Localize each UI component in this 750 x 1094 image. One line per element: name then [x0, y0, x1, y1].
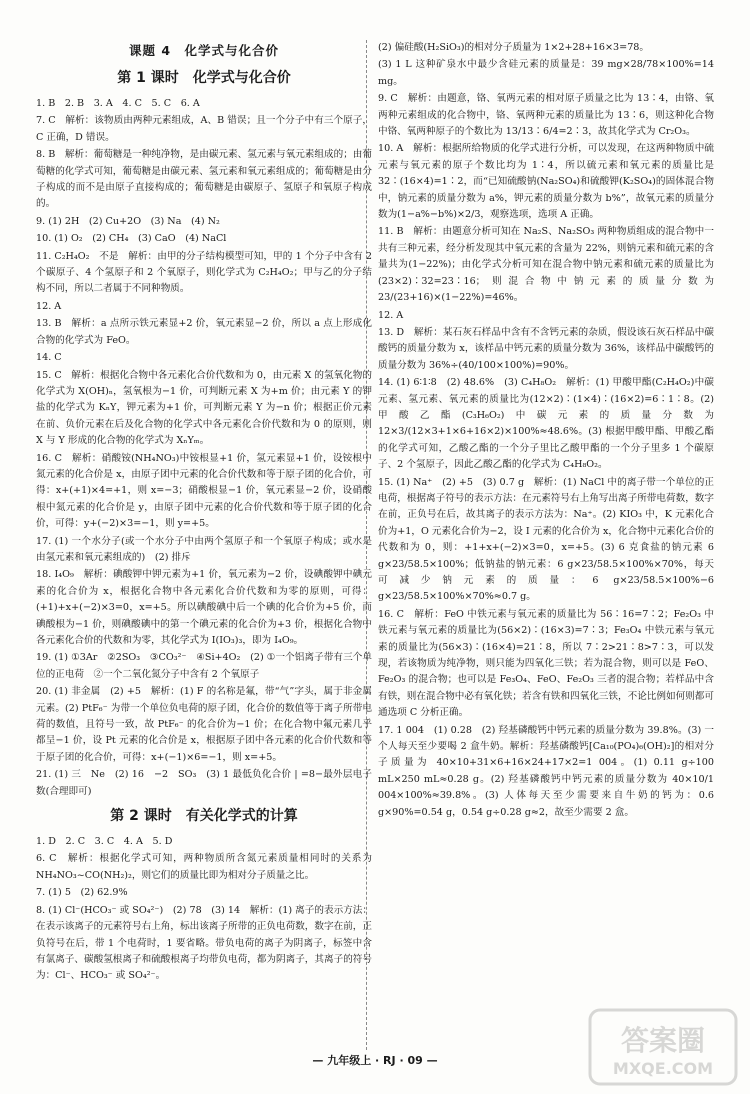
- answer-item: 8. B 解析：葡萄糖是一种纯净物，是由碳元素、氢元素与氧元素组成的；由葡萄糖的化学式可知，葡萄糖是由碳元素、氢元素和氧元素组成的；葡萄糖是由分子构成的而不是由原子直接构成的；葡萄糖是由碳原子、氢原子和氧原子构成的。: [36, 149, 372, 210]
- answer-item: 20. (1) 非金属 (2) +5 解析：(1) F 的名称是氟，带“气”字头，属于非金属元素。(2) PtF₆⁻ 为带一个单位负电荷的原子团，化合价的数值等于离子所带电荷的数值，且符号一致，故 PtF₆⁻ 的化合价为−1 价；在化合物中氟元素几乎都呈−1 价，设 Pt 元素的化合价是 x，根据原子团中各元素的化合价代数和等于原子团的化合价，可得：x+(−1)×6=−1，则 x=+5。: [36, 686, 372, 763]
- answer-item: 7. (1) 5 (2) 62.9%: [36, 887, 128, 899]
- answer-item: 19. (1) ①3Ar ②2SO₃ ③CO₃²⁻ ④Si+4O₂ (2) ①一个铝离子带有三个单位的正电荷 ②一个二氧化氮分子中含有 2 个氧原子: [36, 652, 372, 680]
- lesson1-answers: [36, 96, 372, 800]
- answer-item: 9. (1) 2H (2) Cu+2O (3) Na (4) N₂: [36, 215, 220, 227]
- answer-item: 18. I₄O₉ 解析：碘酸钾中钾元素为+1 价，氧元素为−2 价，设碘酸钾中碘元素的化合价为 x，根据化合物中各元素化合价代数和为零的原则，可得：(+1)+x+(−2)×3=0，x=+5。所以碘酸碘中后一个碘的化合价为+5 价，而碘酸根为−1 价，则碘酸碘中的第一个碘元素的化合价为+3 价，根据化合物中各元素化合价的代数和为零，其化学式为 I(IO₃)₃，即为 I₄O₉。: [36, 569, 372, 646]
- answer-item: (3) 1 L 这种矿泉水中最少含硅元素的质量是：39 mg×28/78×100%=14 mg。: [378, 59, 714, 87]
- answer-item: 6. C 解析：根据化学式可知，两种物质所含氮元素质量相同时的关系为 NH₄NO₃~CO(NH₂)₂，则它们的质量比即为相对分子质量之比。: [36, 853, 372, 881]
- lesson2-title: 第 2 课时 有关化学式的计算: [110, 808, 298, 825]
- answer-item: 7. C 解析：该物质由两种元素组成，A、B 错误；且一个分子中有三个原子，C 正确，D 错误。: [36, 115, 372, 143]
- svg-text:MXQE.COM: MXQE.COM: [612, 1059, 714, 1078]
- topic-title: 课题 4 化学式与化合价: [128, 43, 280, 58]
- answer-item: 21. (1) 三 Ne (2) 16 −2 SO₃ (3) 1 最低负化合价 | =8−最外层电子数(合理即可): [36, 769, 372, 797]
- answer-item: 14. (1) 6∶1∶8 (2) 48.6% (3) C₄H₈O₂ 解析：(1) 甲酸甲酯(C₂H₄O₂)中碳元素、氢元素、氧元素的质量比为(12×2)∶(1×4)∶(16×2)=6∶1∶8。(2) 甲酸乙酯(C₃H₆O₂)中碳元素的质量分数为 12×3/(12×3+1×6+16×2)×100%≈48.6%。(3) 根据甲酸甲酯、甲酸乙酯的化学式可知，乙酸乙酯的一个分子里比乙酸甲酯的一个分子里多 1 个碳原子、2 个氢原子，因此乙酸乙酯的化学式为 C₄H₈O₂。: [378, 377, 714, 471]
- answer-item: 10. (1) O₂ (2) CH₄ (3) CaO (4) NaCl: [36, 233, 227, 245]
- answer-item: (2) 偏硅酸(H₂SiO₃)的相对分子质量为 1×2+28+16×3=78。: [378, 42, 649, 53]
- watermark-logo: [588, 1008, 738, 1086]
- answer-item: 9. C 解析：由题意，铬、氧两元素的相对原子质量之比为 13∶4，由铬、氧两种元素组成的化合物中，铬、氧两种元素的质量比为 13∶6，则这种化合物中铬、氧两种原子的个数比为 13/13∶6/4=2∶3，故其化学式为 Cr₂O₃。: [378, 93, 714, 138]
- page-footer: — 九年级上 · RJ · 09 —: [312, 1054, 438, 1067]
- svg-text:答案圈: 答案圈: [620, 1024, 706, 1057]
- left-column: [36, 40, 372, 986]
- answer-item: 16. C 解析：硝酸铵(NH₄NO₃)中铵根显+1 价，氢元素显+1 价，设铵根中氮元素的化合价是 x，由原子团中元素的化合价代数和等于原子团的化合价，可得：x+(+1)×4=+1，则 x=−3；硝酸根显−1 价，氧元素显−2 价，设硝酸根中氮元素的化合价是 y，由原子团中元素的化合价代数和等于原子团的化合价，可得：y+(−2)×3=−1，则 y=+5。: [36, 452, 372, 530]
- answer-item: 1. B 2. B 3. A 4. C 5. C 6. A: [36, 98, 200, 109]
- answer-item: 12. A: [36, 300, 62, 312]
- answer-item: 12. A: [378, 309, 404, 321]
- answer-item: 8. (1) Cl⁻(HCO₃⁻ 或 SO₄²⁻) (2) 78 (3) 14 解析：(1) 离子的表示方法：在表示该离子的元素符号右上角，标出该离子所带的正负电荷数，数字在前，正负符号在后，带 1 个电荷时，1 要省略。带负电荷的离子为阴离子，标签中含有氯离子、碳酸氢根离子和硫酸根离子均带负电荷，都为阴离子，其离子的符号为：Cl⁻、HCO₃⁻ 或 SO₄²⁻。: [36, 904, 372, 982]
- answer-item: 14. C: [36, 352, 62, 364]
- answer-item: 15. C 解析：根据化合物中各元素化合价代数和为 0，由元素 X 的氢氧化物的化学式为 X(OH)ₙ，氢氧根为−1 价，可判断元素 X 为+m 价；由元素 Y 的钾盐的化学式为 KₙY，钾元素为+1 价，可判断元素 Y 为−n 价；根据正价元素在前、负价元素在后及化合物的化学式中各元素化合价代数和为 0 的原则，则 X 与 Y 形成的化合物的化学式为 XₙYₘ。: [36, 369, 372, 447]
- answer-item: 11. C₂H₄O₂ 不是 解析：由甲的分子结构模型可知，甲的 1 个分子中含有 2 个碳原子、4 个氢原子和 2 个氧原子，则化学式为 C₂H₄O₂；甲与乙的分子结构不同，所以二者属于不同种物质。: [36, 250, 372, 295]
- answer-item: 11. B 解析：由题意分析可知在 Na₂S、Na₂SO₃ 两种物质组成的混合物中一共有三种元素，经分析发现其中氧元素的含量为 22%，则钠元素和硫元素的含量共为(1−22%)；由化学式分析可知在混合物中钠元素和硫元素的质量比为(23×2)∶32=23∶16；则混合物中钠元素的质量分数为 23/(23+16)×(1−22%)=46%。: [378, 226, 714, 304]
- answer-item: 10. A 解析：根据所给物质的化学式进行分析，可以发现，在这两种物质中硫元素与氧元素的原子个数比均为 1∶4，所以硫元素和氧元素的质量比是 32∶(16×4)=1∶2，而“已知硫酸钠(Na₂SO₄)和硫酸钾(K₂SO₄)的固体混合物中，钠元素的质量分数为 a%，钾元素的质量分数为 b%”，故氧元素的质量分数为(1−a%−b%)×2/3，观察选项，选项 A 正确。: [378, 143, 714, 221]
- lesson1-title: 第 1 课时 化学式与化合价: [117, 70, 291, 86]
- answer-item: 15. (1) Na⁺ (2) +5 (3) 0.7 g 解析：(1) NaCl 中的离子带一个单位的正电荷，根据离子符号的表示方法：在元素符号右上角写出离子所带电荷数，数字在前，正负号在后，故其离子的表示方法为：Na⁺。(2) KIO₃ 中，K 元素化合价为+1，O 元素化合价为−2，设 I 元素的化合价为 x，化合物中元素化合价的代数和为 0，则：+1+x+(−2)×3=0，x=+5。(3) 6 克食盐的钠元素 6 g×23/58.5×100%；低钠盐的钠元素：6 g×23/58.5×100%×70%，每天可减少钠元素的质量：6 g×23/58.5×100%−6 g×23/58.5×100%×70%≈0.7 g。: [378, 476, 714, 603]
- answer-item: 17. (1) 一个水分子(或一个水分子中由两个氢原子和一个氧原子构成；或水是由氢元素和氧元素组成的) (2) 排斥: [36, 535, 372, 563]
- answer-item: 13. D 解析：某石灰石样品中含有不含钙元素的杂质，假设该石灰石样品中碳酸钙的质量分数为 x，该样品中钙元素的质量分数为 36%，该样品中碳酸钙的质量分数为 36%÷(40/100×100%)=90%。: [378, 326, 714, 371]
- answer-item: 1. D 2. C 3. C 4. A 5. D: [36, 836, 173, 848]
- answer-item: 16. C 解析：FeO 中铁元素与氧元素的质量比为 56∶16=7∶2；Fe₂O₃ 中铁元素与氧元素的质量比为(56×2)∶(16×3)=7∶3；Fe₃O₄ 中铁元素与氧元素的质量比为(56×3)∶(16×4)=21∶8，所以 7∶2>21∶8>7∶3，可以发现，若该物质为纯净物，则只能为四氧化三铁；若为混合物，则可以是 FeO、Fe₂O₃ 的混合物；也可以是 Fe₃O₄、FeO、Fe₂O₃ 三者的混合物；若样品中含有铁，则在混合物中必有氧化铁；若含有铁和四氧化三铁，不论比例如何则都可通选项 C 分析正确。: [378, 608, 714, 719]
- lesson2-answers: [36, 834, 372, 985]
- answer-item: 13. B 解析：a 点所示铁元素显+2 价，氧元素显−2 价，所以 a 点上形成化合物的化学式为 FeO。: [36, 318, 372, 346]
- right-column: [378, 40, 714, 822]
- answer-item: 17. 1 004 (1) 0.28 (2) 羟基磷酸钙中钙元素的质量分数为 39.8%。(3) 一个人每天至少要喝 2 盒牛奶。解析：羟基磷酸钙[Ca₁₀(PO₄)₆(OH)₂]的相对分子质量为 40×10+31×6+16×24+17×2=1 004。(1) 0.11 g÷100 mL×250 mL≈0.28 g。(2) 羟基磷酸钙中钙元素的质量分数为 40×10/1 004×100%≈39.8%。(3) 人体每天至少需要来自牛奶的钙为：0.6 g×90%=0.54 g，0.54 g÷0.28 g≈2，故至少需要 2 盒。: [378, 724, 714, 818]
